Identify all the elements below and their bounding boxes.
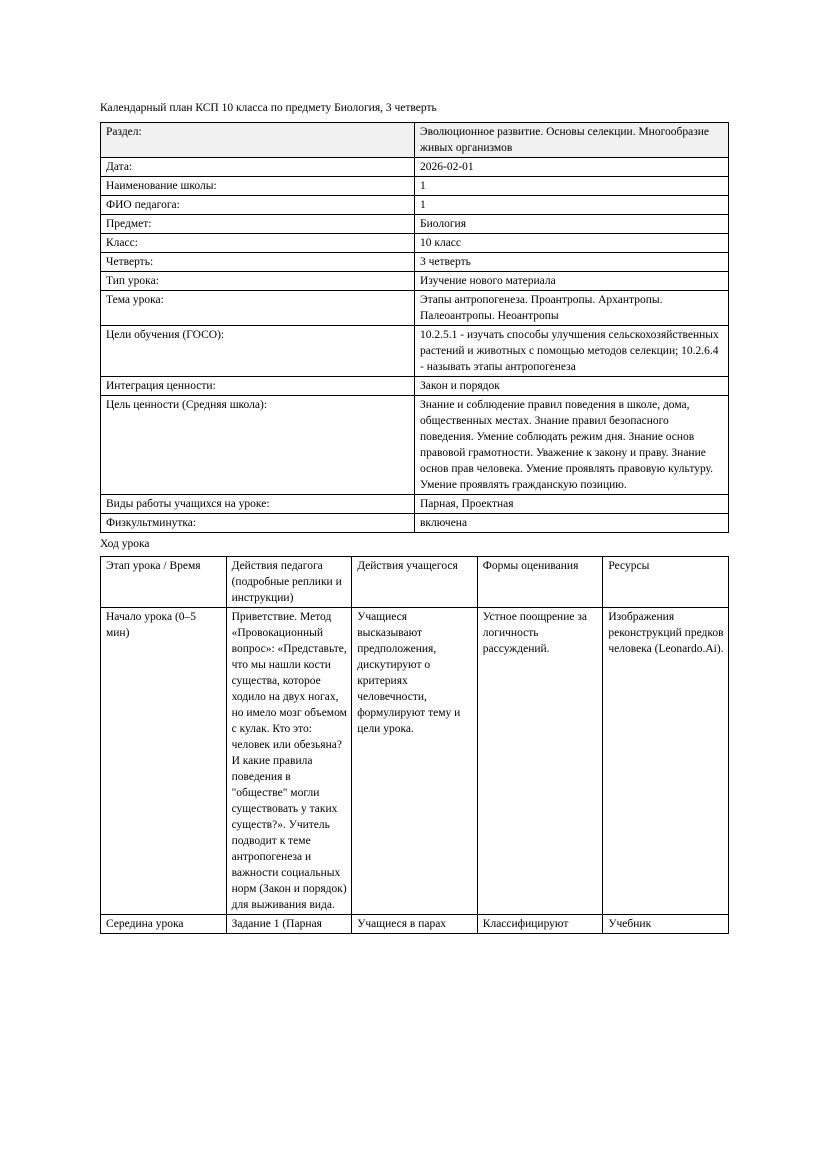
info-row-label: Виды работы учащихся на уроке: — [101, 495, 415, 514]
info-row-label: Цели обучения (ГОСО): — [101, 326, 415, 377]
info-row-label: Физкультминутка: — [101, 514, 415, 533]
plan-cell-student: Учащиеся высказывают предположения, дискутируют о критериях человечности, формулируют тему и цели урока. — [352, 608, 478, 915]
table-header-row — [101, 557, 729, 608]
info-row-value: Изучение нового материала — [415, 272, 729, 291]
column-header: Ресурсы — [603, 557, 729, 608]
table-row — [101, 234, 729, 253]
plan-cell-assessment: Устное поощрение за логичность рассуждений. — [477, 608, 603, 915]
column-header: Этап урока / Время — [101, 557, 227, 608]
info-row-label: Тема урока: — [101, 291, 415, 326]
plan-cell-stage: Начало урока (0–5 мин) — [101, 608, 227, 915]
plan-cell-assessment: Классифицируют — [477, 915, 603, 934]
plan-cell-stage: Середина урока — [101, 915, 227, 934]
plan-cell-resources: Учебник — [603, 915, 729, 934]
info-row-value: 2026-02-01 — [415, 158, 729, 177]
lesson-plan-table — [100, 556, 729, 934]
column-header: Действия учащегося — [352, 557, 478, 608]
plan-cell-resources: Изображения реконструкций предков человека (Leonardo.Ai). — [603, 608, 729, 915]
lesson-plan-body — [101, 608, 729, 934]
info-row-value: Закон и порядок — [415, 377, 729, 396]
table-row — [101, 158, 729, 177]
info-row-value: 1 — [415, 196, 729, 215]
plan-cell-student: Учащиеся в парах — [352, 915, 478, 934]
info-row-value: Эволюционное развитие. Основы селекции. Многообразие живых организмов — [415, 123, 729, 158]
info-row-value: Этапы антропогенеза. Проантропы. Архантропы. Палеоантропы. Неоантропы — [415, 291, 729, 326]
table-row — [101, 272, 729, 291]
table-row — [101, 377, 729, 396]
page-title: Календарный план КСП 10 класса по предмету Биология, 3 четверть — [100, 102, 437, 114]
info-row-label: Предмет: — [101, 215, 415, 234]
lesson-plan-head — [101, 557, 729, 608]
table-row — [101, 495, 729, 514]
info-row-label: Тип урока: — [101, 272, 415, 291]
column-header: Действия педагога (подробные реплики и инструкции) — [226, 557, 352, 608]
lesson-flow-heading: Ход урока — [100, 538, 150, 550]
lesson-info-body — [101, 123, 729, 533]
table-row — [101, 291, 729, 326]
info-row-label: Раздел: — [101, 123, 415, 158]
info-row-value: Парная, Проектная — [415, 495, 729, 514]
table-row — [101, 608, 729, 915]
table-row — [101, 215, 729, 234]
table-row — [101, 253, 729, 272]
lesson-info-table — [100, 122, 729, 533]
table-row — [101, 177, 729, 196]
info-row-label: Класс: — [101, 234, 415, 253]
info-row-label: Наименование школы: — [101, 177, 415, 196]
plan-cell-teacher: Приветствие. Метод «Провокационный вопрос»: «Представьте, что мы нашли кости существа, которое ходило на двух ногах, но имело мозг объемом с кулак. Кто это: человек или обезьяна? И какие правила поведения в "обществе" могли существовать у таких существ?». Учитель подводит к теме антропогенеза и важности социальных норм (Закон и порядок) для выживания вида. — [226, 608, 352, 915]
table-row — [101, 396, 729, 495]
info-row-label: Цель ценности (Средняя школа): — [101, 396, 415, 495]
info-row-value: Биология — [415, 215, 729, 234]
info-row-value: Знание и соблюдение правил поведения в школе, дома, общественных местах. Знание правил безопасного поведения. Умение соблюдать режим дня. Знание основ правовой грамотности. Уважение к закону и праву. Знание основ прав человека. Умение проявлять правовую культуру. Умение проявлять гражданскую позицию. — [415, 396, 729, 495]
table-row — [101, 196, 729, 215]
info-row-label: ФИО педагога: — [101, 196, 415, 215]
table-row — [101, 915, 729, 934]
plan-cell-teacher: Задание 1 (Парная — [226, 915, 352, 934]
table-row — [101, 326, 729, 377]
info-row-value: 10 класс — [415, 234, 729, 253]
info-row-label: Дата: — [101, 158, 415, 177]
info-row-value: включена — [415, 514, 729, 533]
info-row-value: 3 четверть — [415, 253, 729, 272]
info-row-label: Четверть: — [101, 253, 415, 272]
info-row-label: Интеграция ценности: — [101, 377, 415, 396]
info-row-value: 10.2.5.1 - изучать способы улучшения сельскохозяйственных растений и животных с помощью методов селекции; 10.2.6.4 - называть этапы антропогенеза — [415, 326, 729, 377]
column-header: Формы оценивания — [477, 557, 603, 608]
table-row — [101, 514, 729, 533]
table-row — [101, 123, 729, 158]
info-row-value: 1 — [415, 177, 729, 196]
